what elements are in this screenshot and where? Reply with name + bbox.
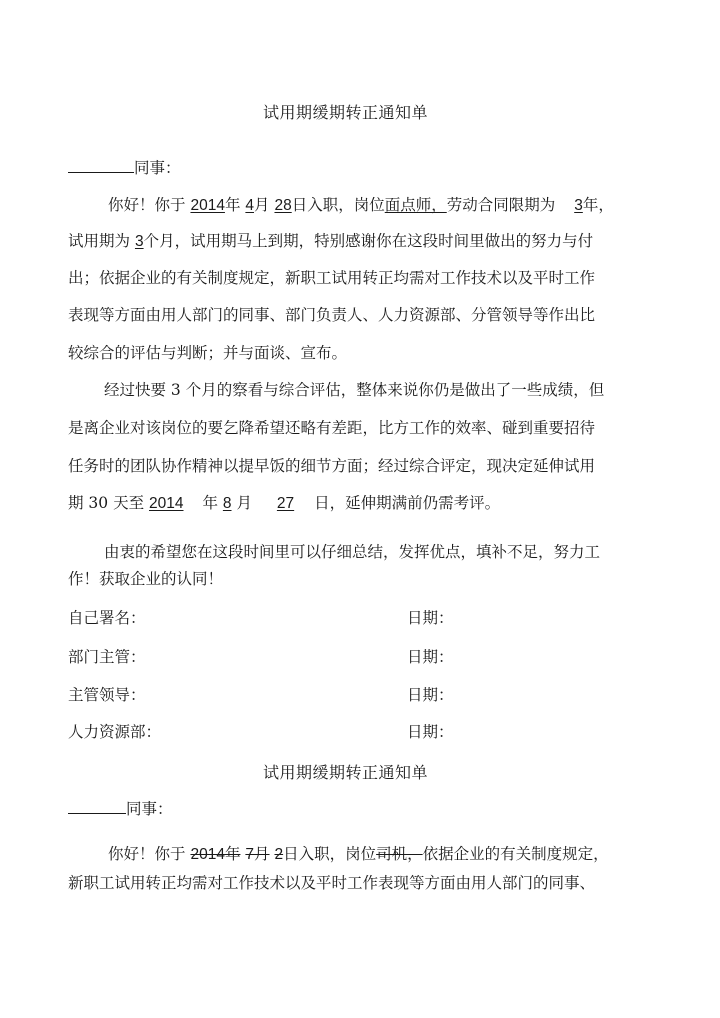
signature-supervisor-date-label: 日期： (407, 686, 454, 704)
doc1-p2-line2: 是离企业对该岗位的要乞降希望还略有差距，比方工作的效率、碰到重要招待 (68, 419, 596, 437)
doc1-p2-line1: 经过快要 3 个月的察看与综合评估，整体来说你仍是做出了一些成绩，但 (104, 381, 605, 399)
doc1-p2-line4: 期 30 天至 2014 年 8 月 27 日，延伸期满前仍需考评。 (68, 494, 501, 512)
doc2-greeting (68, 797, 173, 819)
signature-dept-manager-date-label: 日期： (407, 648, 454, 666)
position: 面点师， (384, 196, 447, 214)
signature-hr-date-label: 日期： (407, 723, 454, 741)
doc2-hire-month: 7 (245, 846, 255, 863)
doc1-p2-line3: 任务时的团队协作精神以提早饭的细节方面；经过综合评定，现决定延伸试用 (68, 457, 596, 475)
doc1-greeting (68, 156, 181, 178)
doc1-p1-line1: 你好！你于 2014年 4月 28日入职，岗位面点师，劳动合同限期为 3年， (108, 196, 614, 214)
doc1-p1-line3: 出；依据企业的有关制度规定，新职工试用转正均需对工作技术以及平时工作 (68, 269, 596, 287)
doc2-position: 司机， (376, 845, 423, 863)
extension-year: 2014 (149, 495, 184, 512)
signature-self-label: 自己署名： (68, 609, 146, 627)
doc2-line2: 新职工试用转正均需对工作技术以及平时工作表现等方面由用人部门的同事、 (68, 874, 596, 892)
doc2-colleague-suffix: 同事： (126, 800, 173, 818)
doc1-p3-line1: 由衷的希望您在这段时间里可以仔细总结，发挥优点，填补不足，努力工 (104, 543, 601, 561)
doc2-colleague-name-blank[interactable] (68, 798, 126, 814)
colleague-name-blank[interactable] (68, 157, 134, 173)
doc1-p1-line5: 较综合的评估与判断；并与面谈、宣布。 (68, 344, 348, 362)
doc1-p1-line2: 试用期为 3个月，试用期马上到期，特别感谢你在这段时间里做出的努力与付 (68, 232, 594, 250)
doc1-p1-line4: 表现等方面由用人部门的同事、部门负责人、人力资源部、分管领导等作出比 (68, 306, 596, 324)
signature-hr-label: 人力资源部： (68, 723, 162, 741)
signature-supervisor-label: 主管领导： (68, 686, 146, 704)
doc2-hire-day: 2 (274, 846, 284, 863)
doc1-p3-line2: 作！获取企业的认同！ (68, 570, 224, 588)
signature-self-date-label: 日期： (407, 609, 454, 627)
contract-years: 3 (574, 197, 583, 214)
probation-months: 3 (134, 233, 144, 250)
extension-day: 27 (276, 495, 295, 512)
doc2-line1: 你好！你于 2014年 7月 2日入职，岗位司机，依据企业的有关制度规定， (108, 845, 609, 863)
colleague-suffix: 同事： (134, 159, 181, 177)
hire-month: 4 (245, 197, 255, 214)
doc2-hire-year: 2014 (190, 846, 225, 863)
extension-month: 8 (222, 495, 232, 512)
hire-year: 2014 (190, 197, 225, 214)
doc1-title: 试用期缓期转正通知单 (263, 103, 429, 122)
hire-day: 28 (274, 197, 292, 214)
doc2-title: 试用期缓期转正通知单 (263, 763, 429, 782)
signature-dept-manager-label: 部门主管： (68, 648, 146, 666)
